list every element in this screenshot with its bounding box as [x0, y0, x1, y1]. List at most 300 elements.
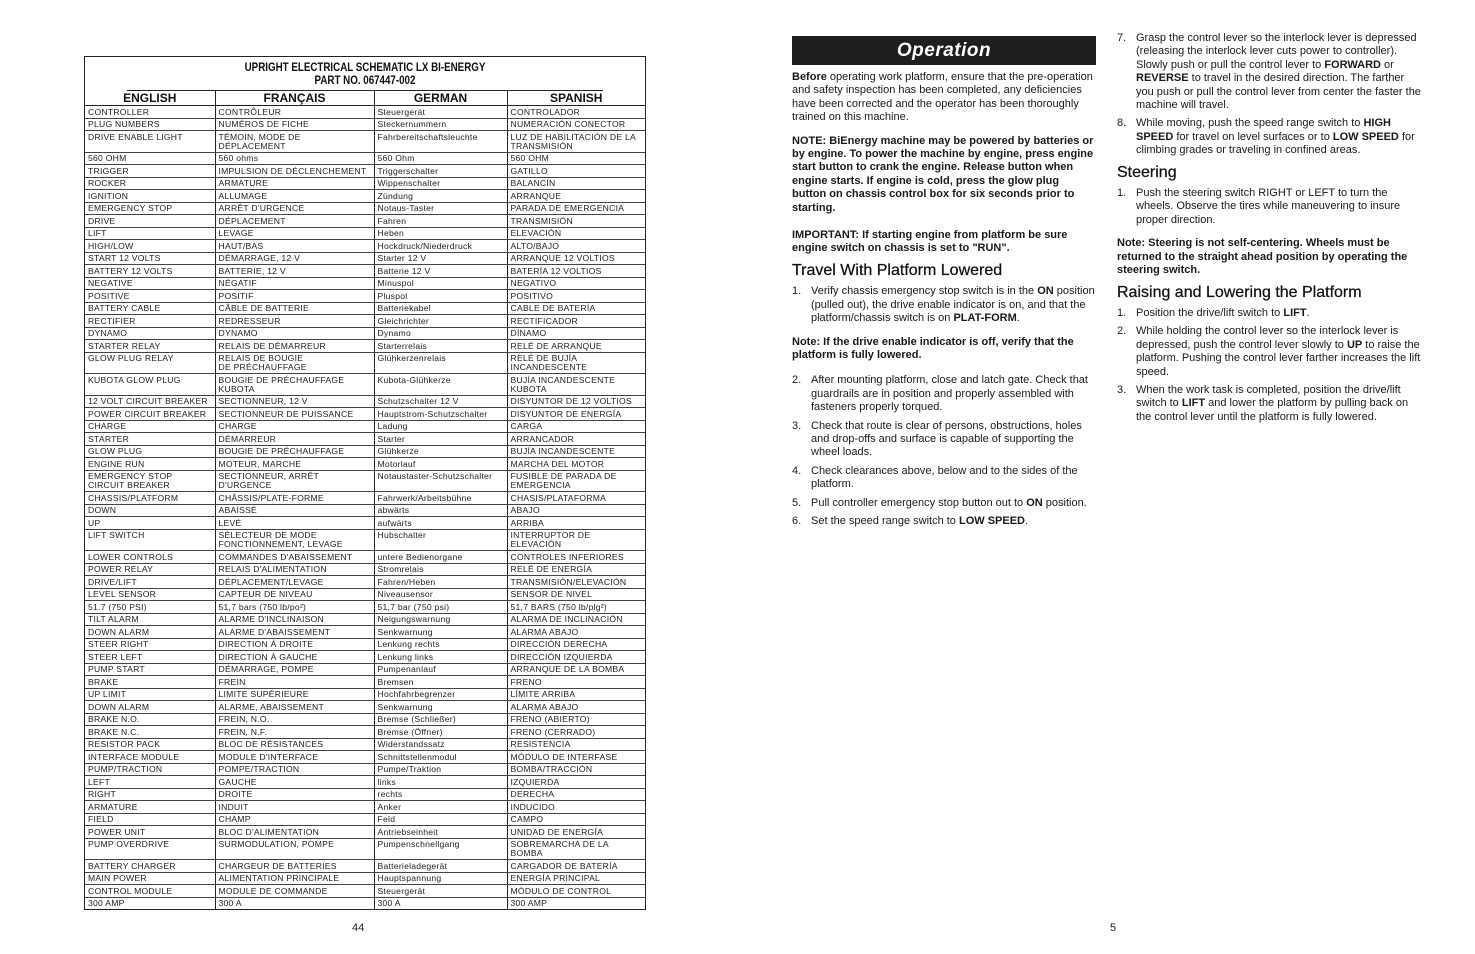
cell-francais: DIRECTION À GAUCHE: [215, 651, 374, 664]
table-row: [85, 601, 645, 614]
step-text: After mounting platform, close and latch gate. Check that guardrails are in position and properly assembled with fasteners properly torqued.: [811, 374, 1088, 414]
cell-francais: 300 A: [215, 897, 374, 909]
cell-francais: RELAIS DE DÉMARREUR: [215, 340, 374, 353]
cell-francais: CHARGE: [215, 420, 374, 433]
table-row: [85, 813, 645, 826]
cell-german: rechts: [374, 788, 507, 801]
cell-english: EMERGENCY STOP: [85, 202, 215, 215]
schematic-glossary-table: [84, 56, 646, 910]
cell-german: 560 Ohm: [374, 152, 507, 165]
table-row: [85, 152, 645, 165]
table-row: [85, 352, 645, 374]
travel-steps-c: [1117, 32, 1422, 158]
left-page: [0, 0, 737, 954]
cell-english: DYNAMO: [85, 327, 215, 340]
cell-english: STARTER: [85, 433, 215, 446]
step-bold: ON: [1037, 285, 1054, 298]
cell-german: Pumpenanlauf: [374, 663, 507, 676]
cell-spanish: DÍNAMO: [507, 327, 645, 340]
cell-german: Batterie 12 V: [374, 265, 507, 278]
cell-german: Feld: [374, 813, 507, 826]
steering-heading: Steering: [1117, 163, 1177, 181]
table-row: [85, 340, 645, 353]
table-row: [85, 458, 645, 471]
cell-english: INTERFACE MODULE: [85, 751, 215, 764]
right-column-2: [1117, 32, 1422, 431]
travel-step-4: [792, 465, 1096, 492]
cell-francais: SÉLECTEUR DE MODE FONCTIONNEMENT, LEVAGE: [215, 529, 374, 551]
cell-francais: MODULE D'INTERFACE: [215, 751, 374, 764]
step-text: Check clearances above, below and to the sides of the platform.: [811, 464, 1078, 491]
cell-francais: LEVAGE: [215, 227, 374, 240]
cell-francais: REDRESSEUR: [215, 315, 374, 328]
table-title: [127, 57, 603, 91]
cell-german: Niveausensor: [374, 588, 507, 601]
travel-step-5: [792, 497, 1096, 510]
table-row: [85, 726, 645, 739]
table-row: [85, 529, 645, 551]
step-text: position (pulled out), the drive enable indicator is on, and that the platform/chassis switch is on: [811, 285, 1095, 325]
cell-spanish: ALARMA ABAJO: [507, 701, 645, 714]
cell-spanish: DIRECCIÓN DERECHA: [507, 638, 645, 651]
cell-english: FIELD: [85, 813, 215, 826]
cell-german: Schnittstellenmodul: [374, 751, 507, 764]
header-spanish: SPANISH: [507, 91, 645, 106]
step-bold: LOW SPEED: [1332, 130, 1399, 143]
cell-english: RESISTOR PACK: [85, 738, 215, 751]
cell-german: Bremse (Schließer): [374, 713, 507, 726]
cell-german: Wippenschalter: [374, 177, 507, 190]
cell-spanish: DISYUNTOR DE ENERGÍA: [507, 408, 645, 421]
cell-francais: NUMÉROS DE FICHE: [215, 118, 374, 131]
table-row: [85, 860, 645, 873]
cell-francais: SECTIONNEUR, 12 V: [215, 395, 374, 408]
cell-german: Minuspol: [374, 277, 507, 290]
table-row: [85, 190, 645, 203]
table-row: [85, 751, 645, 764]
table-row: [85, 776, 645, 789]
cell-english: DOWN ALARM: [85, 701, 215, 714]
cell-spanish: RESISTENCIA: [507, 738, 645, 751]
travel-steps-a: [792, 285, 1096, 325]
table-row: [85, 517, 645, 530]
header-francais: FRANÇAIS: [215, 91, 374, 106]
cell-english: TILT ALARM: [85, 613, 215, 626]
cell-spanish: PARADA DE EMERGENCIA: [507, 202, 645, 215]
step-bold: LIFT: [1181, 397, 1206, 410]
table-row: [85, 177, 645, 190]
cell-english: BRAKE: [85, 676, 215, 689]
cell-francais: FREIN: [215, 676, 374, 689]
table-title-line2: PART NO. 067447-002: [314, 75, 416, 87]
step-number: 1.: [1117, 306, 1127, 319]
table-row: [85, 492, 645, 505]
cell-spanish: MÓDULO DE INTERFASE: [507, 751, 645, 764]
table-row: [85, 788, 645, 801]
cell-english: 300 AMP: [85, 897, 215, 909]
cell-francais: MOTEUR, MARCHE: [215, 458, 374, 471]
cell-english: TRIGGER: [85, 165, 215, 178]
cell-spanish: ARRANQUE 12 VOLTIOS: [507, 252, 645, 265]
step-number: 8.: [1117, 117, 1127, 130]
cell-german: Kubota-Glühkerze: [374, 374, 507, 396]
cell-german: untere Bedienorgane: [374, 551, 507, 564]
cell-german: Motorlauf: [374, 458, 507, 471]
cell-english: START 12 VOLTS: [85, 252, 215, 265]
cell-german: Bremsen: [374, 676, 507, 689]
cell-english: PLUG NUMBERS: [85, 118, 215, 131]
step-text: .: [1016, 312, 1020, 325]
cell-francais: DÉPLACEMENT: [215, 215, 374, 228]
cell-english: LIFT: [85, 227, 215, 240]
cell-francais: DYNAMO: [215, 327, 374, 340]
step-text: Pull controller emergency stop button out to: [811, 496, 1027, 509]
cell-spanish: FUSIBLE DE PARADA DE EMERGENCIA: [507, 470, 645, 492]
travel-step-6: [792, 515, 1096, 528]
table-row: [85, 626, 645, 639]
cell-english: DRIVE: [85, 215, 215, 228]
cell-spanish: DISYUNTOR DE 12 VOLTIOS: [507, 395, 645, 408]
table-row: [85, 106, 645, 119]
cell-spanish: ELEVACIÓN: [507, 227, 645, 240]
cell-english: DRIVE ENABLE LIGHT: [85, 131, 215, 153]
cell-german: Starter 12 V: [374, 252, 507, 265]
cell-spanish: ARRANCADOR: [507, 433, 645, 446]
cell-francais: CONTRÔLEUR: [215, 106, 374, 119]
cell-spanish: SOBREMARCHA DE LA BOMBA: [507, 838, 645, 860]
cell-francais: ALARME, ABAISSEMENT: [215, 701, 374, 714]
cell-francais: CHÂSSIS/PLATE-FORME: [215, 492, 374, 505]
cell-german: Fahrwerk/Arbeitsbühne: [374, 492, 507, 505]
cell-francais: RELAIS DE BOUGIE DE PRÉCHAUFFAGE: [215, 352, 374, 374]
cell-francais: CÂBLE DE BATTERIE: [215, 302, 374, 315]
cell-francais: COMMANDES D'ABAISSEMENT: [215, 551, 374, 564]
cell-english: BRAKE N.O.: [85, 713, 215, 726]
cell-spanish: MARCHA DEL MOTOR: [507, 458, 645, 471]
cell-german: Hockdruck/Niederdruck: [374, 240, 507, 253]
cell-english: POWER CIRCUIT BREAKER: [85, 408, 215, 421]
cell-spanish: UNIDAD DE ENERGÍA: [507, 826, 645, 839]
cell-spanish: RECTIFICADOR: [507, 315, 645, 328]
cell-francais: LIMITE SUPÉRIEURE: [215, 688, 374, 701]
cell-english: 51.7 (750 PSI): [85, 601, 215, 614]
cell-spanish: INTERRUPTOR DE ELEVACIÓN: [507, 529, 645, 551]
table-row: [85, 504, 645, 517]
cell-english: NEGATIVE: [85, 277, 215, 290]
cell-spanish: ENERGÍA PRINCIPAL: [507, 872, 645, 885]
step-number: 2.: [1117, 325, 1127, 338]
cell-german: Fahren/Heben: [374, 576, 507, 589]
cell-german: Notaustaster-Schutzschalter: [374, 470, 507, 492]
cell-spanish: POSITIVO: [507, 290, 645, 303]
cell-english: RECTIFIER: [85, 315, 215, 328]
table-row: [85, 826, 645, 839]
cell-spanish: NEGATIVO: [507, 277, 645, 290]
cell-spanish: CONTROLADOR: [507, 106, 645, 119]
step-text: and lower the platform by pulling back on the control lever until the platform is fully lowered.: [1136, 397, 1409, 423]
cell-francais: ARMATURE: [215, 177, 374, 190]
cell-spanish: TRANSMISIÓN: [507, 215, 645, 228]
cell-francais: SURMODULATION, POMPE: [215, 838, 374, 860]
table-row: [85, 885, 645, 898]
table-row: [85, 838, 645, 860]
step-number: 4.: [792, 464, 802, 477]
table-row: [85, 638, 645, 651]
cell-spanish: FRENO (CERRADO): [507, 726, 645, 739]
step-text: Check that route is clear of persons, obstructions, holes and drop-offs and surface is capable of supporting the wheel loads.: [811, 419, 1082, 459]
header-english: ENGLISH: [85, 91, 215, 106]
cell-english: CHASSIS/PLATFORM: [85, 492, 215, 505]
cell-spanish: ARRANQUE DE LA BOMBA: [507, 663, 645, 676]
drive-enable-note: Note: If the drive enable indicator is off, verify that the platform is fully lowered.: [792, 335, 1074, 361]
cell-english: ROCKER: [85, 177, 215, 190]
cell-german: Zündung: [374, 190, 507, 203]
step-text: for travel on level surfaces or to: [1173, 130, 1333, 143]
steering-step-1: [1117, 187, 1422, 227]
cell-spanish: NUMERACIÓN CONECTOR: [507, 118, 645, 131]
cell-german: Notaus-Taster: [374, 202, 507, 215]
cell-spanish: ALARMA DE INCLINACIÓN: [507, 613, 645, 626]
table-row: [85, 395, 645, 408]
table-row: [85, 215, 645, 228]
cell-spanish: 300 AMP: [510, 898, 548, 908]
cell-english: BATTERY CHARGER: [85, 860, 215, 873]
cell-spanish: BALANCÍN: [507, 177, 645, 190]
table-row: [85, 613, 645, 626]
intro-lead: Before: [792, 71, 827, 83]
cell-english: PUMP OVERDRIVE: [85, 838, 215, 860]
cell-english: HIGH/LOW: [85, 240, 215, 253]
travel-step-7: [1117, 32, 1422, 112]
table-row: [85, 763, 645, 776]
cell-francais: INDUIT: [215, 801, 374, 814]
cell-spanish: FRENO: [507, 676, 645, 689]
cell-francais: ALLUMAGE: [215, 190, 374, 203]
table-row: [85, 701, 645, 714]
cell-german: 300 A: [374, 897, 507, 909]
cell-spanish: CABLE DE BATERÍA: [507, 302, 645, 315]
step-text: for climbing grades or traveling in confined areas.: [1136, 130, 1415, 157]
cell-english: BATTERY 12 VOLTS: [85, 265, 215, 278]
cell-english: DOWN ALARM: [85, 626, 215, 639]
raising-step-2: [1117, 325, 1422, 379]
step-number: 3.: [792, 419, 802, 432]
cell-german: Dynamo: [374, 327, 507, 340]
steering-note: Note: Steering is not self-centering. Wheels must be returned to the straight ahead position by operating the steering switch.: [1117, 237, 1408, 277]
cell-german: Batterieladegerät: [374, 860, 507, 873]
cell-spanish: ABAJO: [507, 504, 645, 517]
step-number: 1.: [1117, 187, 1127, 200]
cell-english: STEER LEFT: [85, 651, 215, 664]
cell-german: Fahrbereitschaftsleuchte: [374, 131, 507, 153]
cell-english: PUMP/TRACTION: [85, 763, 215, 776]
cell-francais: ALARME D'INCLINAISON: [215, 613, 374, 626]
table-row: [85, 315, 645, 328]
header-row: [85, 91, 645, 106]
page-number-right: 5: [1110, 922, 1117, 934]
cell-german: Batteriekabel: [374, 302, 507, 315]
step-text: or: [1380, 58, 1394, 71]
cell-spanish: ALARMA ABAJO: [507, 626, 645, 639]
cell-german: Glühkerzenrelais: [374, 352, 507, 374]
cell-francais: ALIMENTATION PRINCIPALE: [215, 872, 374, 885]
cell-german: Widerstandssatz: [374, 738, 507, 751]
cell-english: LEFT: [85, 776, 215, 789]
table-row: [85, 445, 645, 458]
cell-german: Neigungswarnung: [374, 613, 507, 626]
step-number: 1.: [792, 285, 802, 298]
step-text: .: [1025, 514, 1029, 527]
cell-spanish: FRENO (ABIERTO): [507, 713, 645, 726]
cell-francais: POSITIF: [215, 290, 374, 303]
cell-francais: NÉGATIF: [215, 277, 374, 290]
step-bold: REVERSE: [1136, 72, 1189, 85]
cell-german: Senkwarnung: [374, 626, 507, 639]
step-number: 2.: [792, 374, 802, 387]
cell-francais: CHAMP: [215, 813, 374, 826]
cell-spanish: TRANSMISIÓN/ELEVACIÓN: [507, 576, 645, 589]
travel-step-2: [792, 374, 1096, 414]
operation-banner: Operation: [792, 36, 1096, 65]
cell-english: CONTROL MODULE: [85, 885, 215, 898]
important-note: IMPORTANT: If starting engine from platform be sure engine switch on chassis is set to "RUN".: [792, 229, 1068, 255]
cell-german: Gleichrichter: [374, 315, 507, 328]
glossary-grid: [85, 91, 645, 909]
cell-german: Starter: [374, 433, 507, 446]
cell-spanish: ARRANQUE: [507, 190, 645, 203]
step-text: Verify chassis emergency stop switch is in the: [811, 285, 1038, 298]
table-row: [85, 713, 645, 726]
travel-step-1: [792, 285, 1096, 325]
table-row: [85, 408, 645, 421]
cell-spanish: CARGADOR DE BATERÍA: [507, 860, 645, 873]
table-row: [85, 290, 645, 303]
cell-spanish: 560 OHM: [507, 152, 645, 165]
cell-german: 51,7 bar (750 psi): [374, 601, 507, 614]
step-text: When the work task is completed, position the drive/lift switch to: [1136, 383, 1401, 410]
cell-francais: TÉMOIN, MODE DE DÉPLACEMENT: [215, 131, 374, 153]
step-text: position.: [1042, 496, 1087, 509]
cell-english: POSITIVE: [85, 290, 215, 303]
travel-heading: Travel With Platform Lowered: [792, 261, 1003, 279]
cell-francais: RELAIS D'ALIMENTATION: [215, 563, 374, 576]
cell-english: STEER RIGHT: [85, 638, 215, 651]
step-text: Push the steering switch RIGHT or LEFT to turn the wheels. Observe the tires while maneuvering to insure proper direction.: [1136, 187, 1401, 226]
cell-german: Fahren: [374, 215, 507, 228]
cell-german: Hauptstrom-Schutzschalter: [374, 408, 507, 421]
cell-spanish: CARGA: [507, 420, 645, 433]
cell-german: Steuergerät: [374, 106, 507, 119]
cell-english: STARTER RELAY: [85, 340, 215, 353]
right-page: [737, 0, 1475, 954]
cell-spanish: BUJÍA INCANDESCENTE: [507, 445, 645, 458]
raising-steps: [1117, 307, 1422, 424]
table-row: [85, 327, 645, 340]
table-row: [85, 897, 645, 909]
cell-german: Triggerschalter: [374, 165, 507, 178]
cell-spanish: BATERÍA 12 VOLTIOS: [507, 265, 645, 278]
cell-spanish: RELÉ DE ENERGÍA: [507, 563, 645, 576]
page-number-left: 44: [352, 922, 365, 934]
step-bold: ON: [1026, 496, 1043, 509]
table-title-line1: UPRIGHT ELECTRICAL SCHEMATIC LX BI-ENERGY: [244, 62, 486, 74]
table-row: [85, 738, 645, 751]
intro-text: operating work platform, ensure that the pre-operation and safety inspection has been completed, any deficiencies have been corrected and the operator has been thoroughly trained on this machine.: [792, 71, 1093, 124]
table-row: [85, 433, 645, 446]
travel-step-3: [792, 420, 1096, 460]
table-row: [85, 374, 645, 396]
cell-spanish: RELÉ DE ARRANQUE: [507, 340, 645, 353]
cell-german: Pumpe/Traktion: [374, 763, 507, 776]
cell-francais: SECTIONNEUR DE PUISSANCE: [215, 408, 374, 421]
raising-step-3: [1117, 384, 1422, 424]
cell-francais: BOUGIE DE PRÉCHAUFFAGE KUBOTA: [215, 374, 374, 396]
cell-francais: CHARGEUR DE BATTERIES: [215, 860, 374, 873]
step-text: Set the speed range switch to: [811, 514, 959, 527]
step-bold: LIFT: [1283, 306, 1307, 319]
cell-spanish: CHASIS/PLATAFORMA: [507, 492, 645, 505]
cell-english: DOWN: [85, 504, 215, 517]
intro-paragraph: [792, 71, 1096, 125]
table-row: [85, 588, 645, 601]
cell-english: MAIN POWER: [85, 872, 215, 885]
cell-francais: DÉMARRAGE, POMPE: [215, 663, 374, 676]
cell-francais: BOUGIE DE PRÉCHAUFFAGE: [215, 445, 374, 458]
cell-spanish: SENSOR DE NIVEL: [507, 588, 645, 601]
table-row: [85, 551, 645, 564]
cell-german: Anker: [374, 801, 507, 814]
cell-spanish: 51,7 BARS (750 lb/plg²): [507, 601, 645, 614]
table-row: [85, 801, 645, 814]
cell-english: CHARGE: [85, 420, 215, 433]
cell-francais: POMPE/TRACTION: [215, 763, 374, 776]
cell-english: GLOW PLUG: [85, 445, 215, 458]
cell-spanish: IZQUIERDA: [507, 776, 645, 789]
cell-english: BATTERY CABLE: [85, 302, 215, 315]
table-row: [85, 252, 645, 265]
cell-spanish: CAMPO: [507, 813, 645, 826]
step-number: 3.: [1117, 383, 1127, 396]
cell-english: RIGHT: [85, 788, 215, 801]
cell-francais: DÉPLACEMENT/LEVAGE: [215, 576, 374, 589]
step-text: .: [1306, 306, 1310, 319]
cell-francais: SECTIONNEUR, ARRÊT D'URGENCE: [215, 470, 374, 492]
cell-spanish: ALTO/BAJO: [507, 240, 645, 253]
cell-francais: DÉMARRAGE, 12 V: [215, 252, 374, 265]
cell-english: 560 OHM: [85, 152, 215, 165]
cell-english: EMERGENCY STOP CIRCUIT BREAKER: [85, 470, 215, 492]
cell-english: DRIVE/LIFT: [85, 576, 215, 589]
table-row: [85, 131, 645, 153]
cell-spanish: DIRECCIÓN IZQUIERDA: [507, 651, 645, 664]
cell-spanish: DERECHA: [507, 788, 645, 801]
cell-english: ENGINE RUN: [85, 458, 215, 471]
table-row: [85, 265, 645, 278]
travel-steps-b: [792, 374, 1096, 528]
cell-german: Senkwarnung: [374, 701, 507, 714]
cell-english: UP: [85, 517, 215, 530]
cell-german: Hochfahrbegrenzer: [374, 688, 507, 701]
glossary-body: [85, 106, 645, 910]
cell-spanish: BUJÍA INCANDESCENTE KUBOTA: [507, 374, 645, 396]
cell-german: Ladung: [374, 420, 507, 433]
cell-german: Glühkerze: [374, 445, 507, 458]
cell-german: Hauptspannung: [374, 872, 507, 885]
table-row: [85, 240, 645, 253]
cell-francais: 51,7 bars (750 lb/po²): [215, 601, 374, 614]
cell-german: Lenkung links: [374, 651, 507, 664]
cell-francais: FREIN, N.O.: [215, 713, 374, 726]
